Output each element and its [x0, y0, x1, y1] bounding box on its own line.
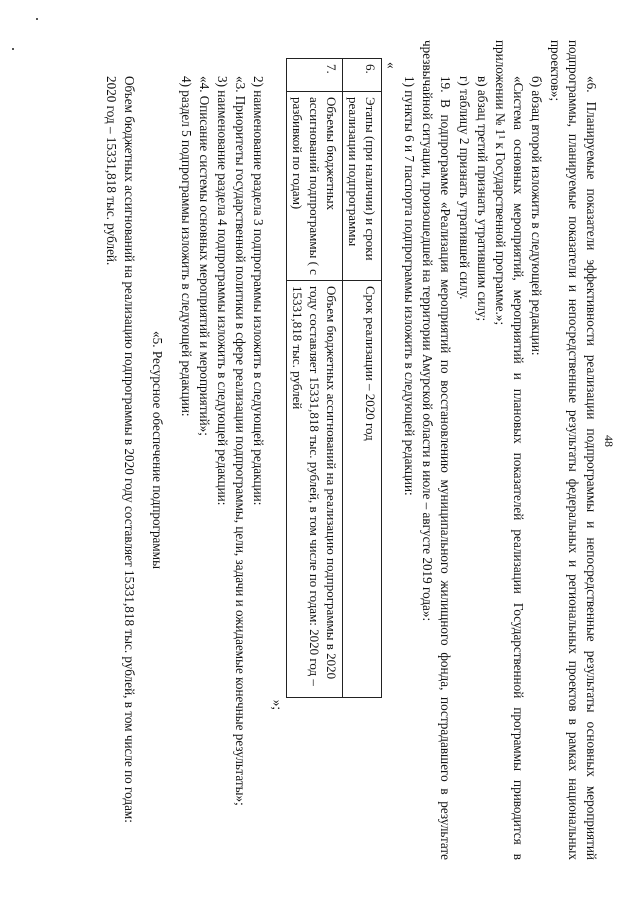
row-name: Этапы (при наличии) и сроки реализации подпрограммы [342, 92, 381, 281]
row-name: Объемы бюджетных ассигнований подпрограммы ( с разбивкой по годам) [286, 92, 342, 281]
page-number: 48 [602, 435, 616, 447]
paragraph-item-g: г) таблицу 2 признать утратившей силу. [456, 76, 472, 300]
row-number: 6. [342, 59, 381, 92]
passport-table [286, 58, 382, 698]
paragraph-system-quote: «Система основных мероприятий, мероприятий и плановых показателей реализации Государственной программы приводится в приложении № 1¹ к Государственной программе.»; [492, 40, 527, 860]
paragraph-item-4: 4) раздел 5 подпрограммы изложить в следующей редакции: [178, 76, 194, 417]
paragraph-item-1: 1) пункты 6 и 7 паспорта подпрограммы изложить в следующей редакции: [401, 76, 417, 496]
scan-speck [36, 18, 38, 20]
paragraph-funding: Объем бюджетных ассигнований на реализацию подпрограммы в 2020 году составляет 15331,818 тыс. рублей, в том числе по годам: [122, 76, 138, 823]
paragraph-item-19: 19. В подпрограмме «Реализация мероприятий по восстановлению муниципального жилищного фонда, пострадавшего в результате чрезвычайной ситуации, произошедшей на территории Амурской области в июле – августе 2019 года»: [420, 40, 454, 860]
paragraph-item-2: 2) наименование раздела 3 подпрограммы изложить в следующей редакции: [251, 76, 267, 506]
paragraph-item-v: в) абзац третий признать утратившим силу; [474, 76, 490, 322]
paragraph-funding-2020: 2020 год – 15331,818 тыс. рублей. [103, 76, 119, 266]
paragraph-section4-title: «4. Описание системы основных мероприятий и мероприятий»; [196, 76, 212, 436]
row-number: 7. [286, 59, 342, 92]
paragraph-section6-title: «6. Планируемые показатели эффективности реализации подпрограммы и непосредственные результаты основных мероприятий подпрограммы, планируемые показатели и непосредственные результаты федеральных и региональных проектов в рамках национальных проектов»; [547, 40, 599, 860]
row-value: Срок реализации – 2020 год [342, 281, 381, 698]
paragraph-item-b: б) абзац второй изложить в следующей редакции: [529, 76, 545, 356]
row-value: Объем бюджетных ассигнований на реализацию подпрограммы в 2020 году составляет 15331,818 тыс. рублей, в том числе по годам: 2020 год – 15331,818 тыс. рублей [286, 281, 342, 698]
paragraph-section3-title: «3. Приоритеты государственной политики в сфере реализации подпрограммы, цели, задачи и ожидаемые конечные результаты»; [233, 76, 249, 806]
section5-heading: «5. Ресурсное обеспечение подпрограммы [150, 331, 166, 569]
table-row [342, 59, 381, 698]
paragraph-item-3: 3) наименование раздела 4 подпрограммы изложить в следующей редакции: [214, 76, 230, 506]
quote-close-mark: »; [269, 699, 285, 710]
quote-open-mark: « [383, 62, 399, 69]
table-row [286, 59, 342, 698]
rotated-content [40, 40, 616, 860]
scan-speck [12, 48, 14, 50]
